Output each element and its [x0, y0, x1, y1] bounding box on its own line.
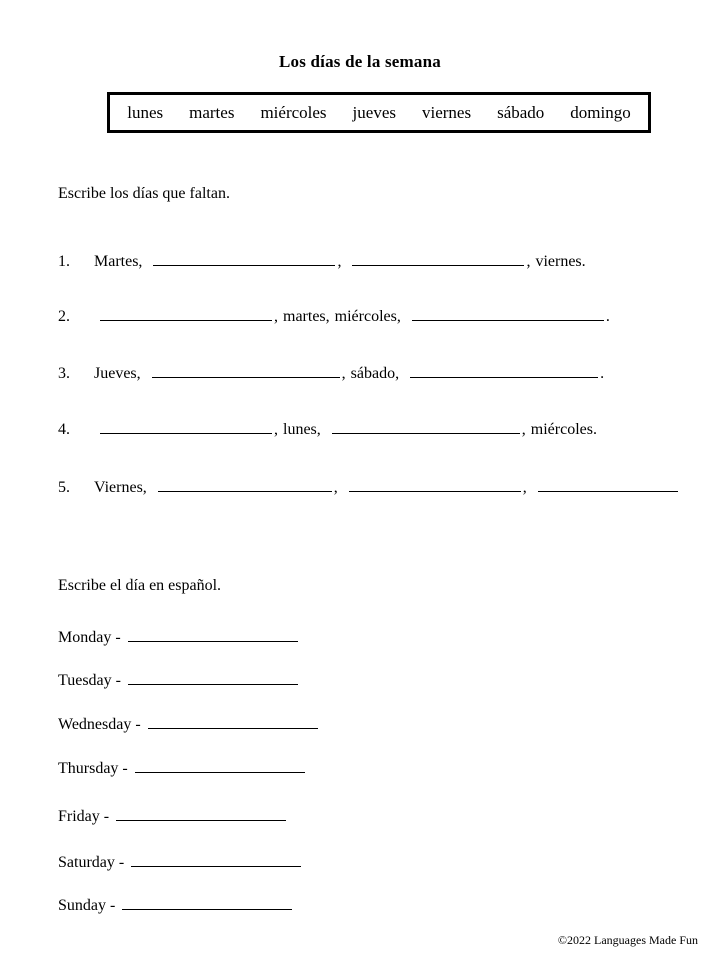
exercise-content	[94, 476, 680, 497]
word-bank-item: viernes	[421, 102, 472, 122]
word-bank-box	[107, 92, 651, 133]
exercise-word: Viernes,	[94, 479, 147, 496]
answer-blank[interactable]	[410, 362, 598, 378]
exercise-row	[58, 305, 708, 326]
translation-row	[58, 805, 286, 826]
answer-blank[interactable]	[332, 418, 520, 434]
exercise-word: viernes.	[535, 253, 586, 270]
exercise-number: 1.	[58, 253, 70, 270]
translation-label: Wednesday -	[58, 716, 141, 733]
answer-blank[interactable]	[152, 362, 340, 378]
exercise-number: 5.	[58, 479, 70, 496]
answer-blank[interactable]	[412, 305, 604, 321]
exercise-word: Jueves,	[94, 365, 141, 382]
exercise-content	[94, 305, 615, 326]
word-bank-item: lunes	[127, 102, 164, 122]
exercise-word: martes,	[283, 308, 330, 325]
translation-row	[58, 669, 298, 690]
punctuation: .	[605, 308, 610, 325]
translation-label: Monday -	[58, 629, 121, 646]
translation-row	[58, 851, 301, 872]
exercise-content	[94, 418, 602, 439]
exercise-row	[58, 418, 708, 439]
answer-blank[interactable]	[100, 305, 272, 321]
translation-label: Sunday -	[58, 897, 116, 914]
exercise-number: 4.	[58, 421, 70, 438]
translation-answer-blank[interactable]	[131, 851, 301, 867]
answer-blank[interactable]	[349, 476, 521, 492]
translation-label: Tuesday -	[58, 672, 121, 689]
punctuation: ,	[274, 308, 278, 325]
word-bank-item: jueves	[352, 102, 396, 122]
translation-row	[58, 626, 298, 647]
answer-blank[interactable]	[100, 418, 272, 434]
word-bank-item: miércoles	[260, 102, 327, 122]
punctuation: ,	[522, 479, 527, 496]
answer-blank[interactable]	[153, 250, 335, 266]
translation-answer-blank[interactable]	[116, 805, 286, 821]
page-title: Los días de la semana	[279, 52, 441, 71]
punctuation: ,	[526, 253, 531, 270]
translation-row	[58, 757, 305, 778]
answer-blank[interactable]	[538, 476, 678, 492]
translation-label: Friday -	[58, 808, 110, 825]
exercise-word: miércoles.	[530, 421, 597, 438]
exercise-word: Martes,	[94, 253, 143, 270]
answer-blank[interactable]	[352, 250, 524, 266]
exercise-row	[58, 250, 708, 271]
translation-answer-blank[interactable]	[148, 713, 318, 729]
exercise-word: sábado,	[350, 365, 400, 382]
exercise-row	[58, 476, 708, 497]
translation-label: Saturday -	[58, 854, 125, 871]
exercise-row	[58, 362, 708, 383]
word-bank-list	[127, 103, 631, 123]
word-bank-item: sábado	[497, 102, 545, 122]
punctuation: ,	[337, 253, 342, 270]
answer-blank[interactable]	[158, 476, 332, 492]
exercise-content	[94, 250, 591, 271]
exercise-word: lunes,	[283, 421, 321, 438]
exercise-content	[94, 362, 609, 383]
translation-answer-blank[interactable]	[135, 757, 305, 773]
translation-label: Thursday -	[58, 760, 128, 777]
punctuation: .	[600, 365, 605, 382]
punctuation: ,	[274, 421, 278, 438]
footer-copyright: ©2022 Languages Made Fun	[557, 933, 698, 947]
instruction-fill-missing-days: Escribe los días que faltan.	[58, 185, 230, 202]
translation-answer-blank[interactable]	[122, 894, 292, 910]
translation-row	[58, 894, 292, 915]
punctuation: ,	[341, 365, 346, 382]
translation-answer-blank[interactable]	[128, 626, 298, 642]
translation-answer-blank[interactable]	[128, 669, 298, 685]
instruction-translate-days: Escribe el día en español.	[58, 577, 222, 594]
word-bank-item: martes	[189, 102, 235, 122]
exercise-number: 2.	[58, 308, 70, 325]
translation-row	[58, 713, 318, 734]
exercise-word: miércoles,	[334, 308, 401, 325]
punctuation: ,	[521, 421, 526, 438]
punctuation: ,	[333, 479, 338, 496]
exercise-number: 3.	[58, 365, 70, 382]
word-bank-item: domingo	[570, 102, 631, 122]
